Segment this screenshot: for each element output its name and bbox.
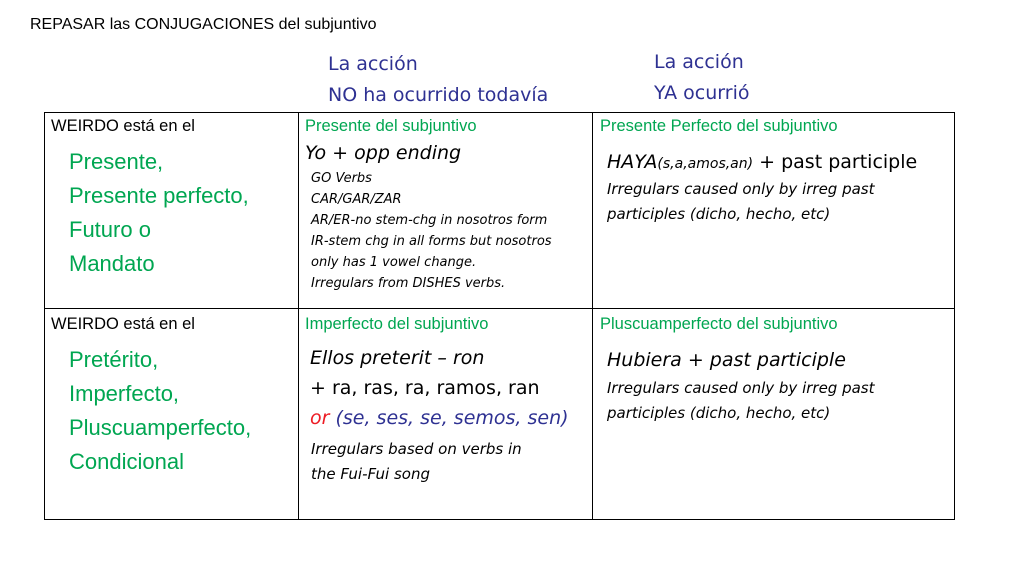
- row1-col2-note: AR/ER-no stem-chg in nosotros form: [311, 213, 548, 228]
- table-divider-row: [45, 308, 954, 309]
- row1-col3-note: Irregulars caused only by irreg past: [607, 180, 875, 198]
- table-divider-col-1: [298, 113, 299, 519]
- row2-tense: Pluscuamperfecto,: [69, 415, 252, 440]
- row2-col3-header: Pluscuamperfecto del subjuntivo: [600, 315, 838, 333]
- row1-col2-note: IR-stem chg in all forms but nosotros: [311, 234, 552, 249]
- row1-col3-header: Presente Perfecto del subjuntivo: [600, 117, 838, 135]
- accion-no-line-1: La acción: [328, 53, 418, 75]
- row2-col2-note: the Fui-Fui song: [311, 465, 430, 483]
- row2-tense: Pretérito,: [69, 347, 159, 372]
- accion-ya-line-1: La acción: [654, 51, 744, 73]
- row1-col3-main: [607, 147, 917, 179]
- row1-tenses: [69, 145, 249, 281]
- row1-col2-notes: [311, 168, 552, 294]
- accion-ya-line-2: YA ocurrió: [654, 82, 750, 104]
- row2-col2-line-2: + ra, ras, ra, ramos, ran: [310, 377, 540, 399]
- row1-tense: Presente perfecto,: [69, 183, 249, 208]
- row2-label: WEIRDO está en el: [51, 315, 195, 333]
- row1-col2-note: CAR/GAR/ZAR: [311, 192, 402, 207]
- row1-col2-note: Irregulars from DISHES verbs.: [311, 276, 506, 291]
- row1-tense: Mandato: [69, 251, 155, 276]
- row2-col2-notes: [311, 437, 522, 487]
- table-divider-col-2: [592, 113, 593, 519]
- row1-col2-main: Yo + opp ending: [305, 142, 462, 164]
- row1-col3-note: participles (dicho, hecho, etc): [607, 205, 831, 223]
- row2-col2-note: Irregulars based on verbs in: [311, 440, 522, 458]
- row1-col2-note: only has 1 vowel change.: [311, 255, 477, 270]
- row2-col2-main: [310, 343, 569, 433]
- row2-col3-note: Irregulars caused only by irreg past: [607, 379, 875, 397]
- row2-tense: Condicional: [69, 449, 184, 474]
- row1-tense: Futuro o: [69, 217, 151, 242]
- row1-col2-header: Presente del subjuntivo: [305, 117, 477, 135]
- row2-col2-line-1: Ellos preterit – ron: [310, 347, 485, 369]
- row2-col3-main: Hubiera + past participle: [607, 349, 846, 371]
- row1-label: WEIRDO está en el: [51, 117, 195, 135]
- row1-col3-notes: [607, 177, 875, 227]
- row2-col3-note: participles (dicho, hecho, etc): [607, 404, 831, 422]
- row2-col2-or: or: [310, 407, 330, 429]
- row1-tense: Presente,: [69, 149, 164, 174]
- accion-no-heading: [328, 49, 548, 111]
- row2-tenses: [69, 343, 251, 479]
- row1-col2-note: GO Verbs: [311, 171, 372, 186]
- row1-col3-main-c: + past participle: [753, 151, 918, 173]
- row2-tense: Imperfecto,: [69, 381, 180, 406]
- row2-col2-alt: (se, ses, se, semos, sen): [329, 407, 569, 429]
- accion-no-line-2: NO ha ocurrido todavía: [328, 84, 549, 106]
- page-title: REPASAR las CONJUGACIONES del subjuntivo: [30, 16, 377, 33]
- conjugation-table: [44, 112, 955, 520]
- row1-col3-main-a: HAYA: [607, 151, 658, 173]
- row2-col2-line-3: [310, 403, 569, 433]
- row2-col3-notes: [607, 376, 875, 426]
- row1-col3-main-b: (s,a,amos,an): [657, 156, 754, 172]
- row2-col2-header: Imperfecto del subjuntivo: [305, 315, 489, 333]
- accion-ya-heading: [654, 47, 749, 109]
